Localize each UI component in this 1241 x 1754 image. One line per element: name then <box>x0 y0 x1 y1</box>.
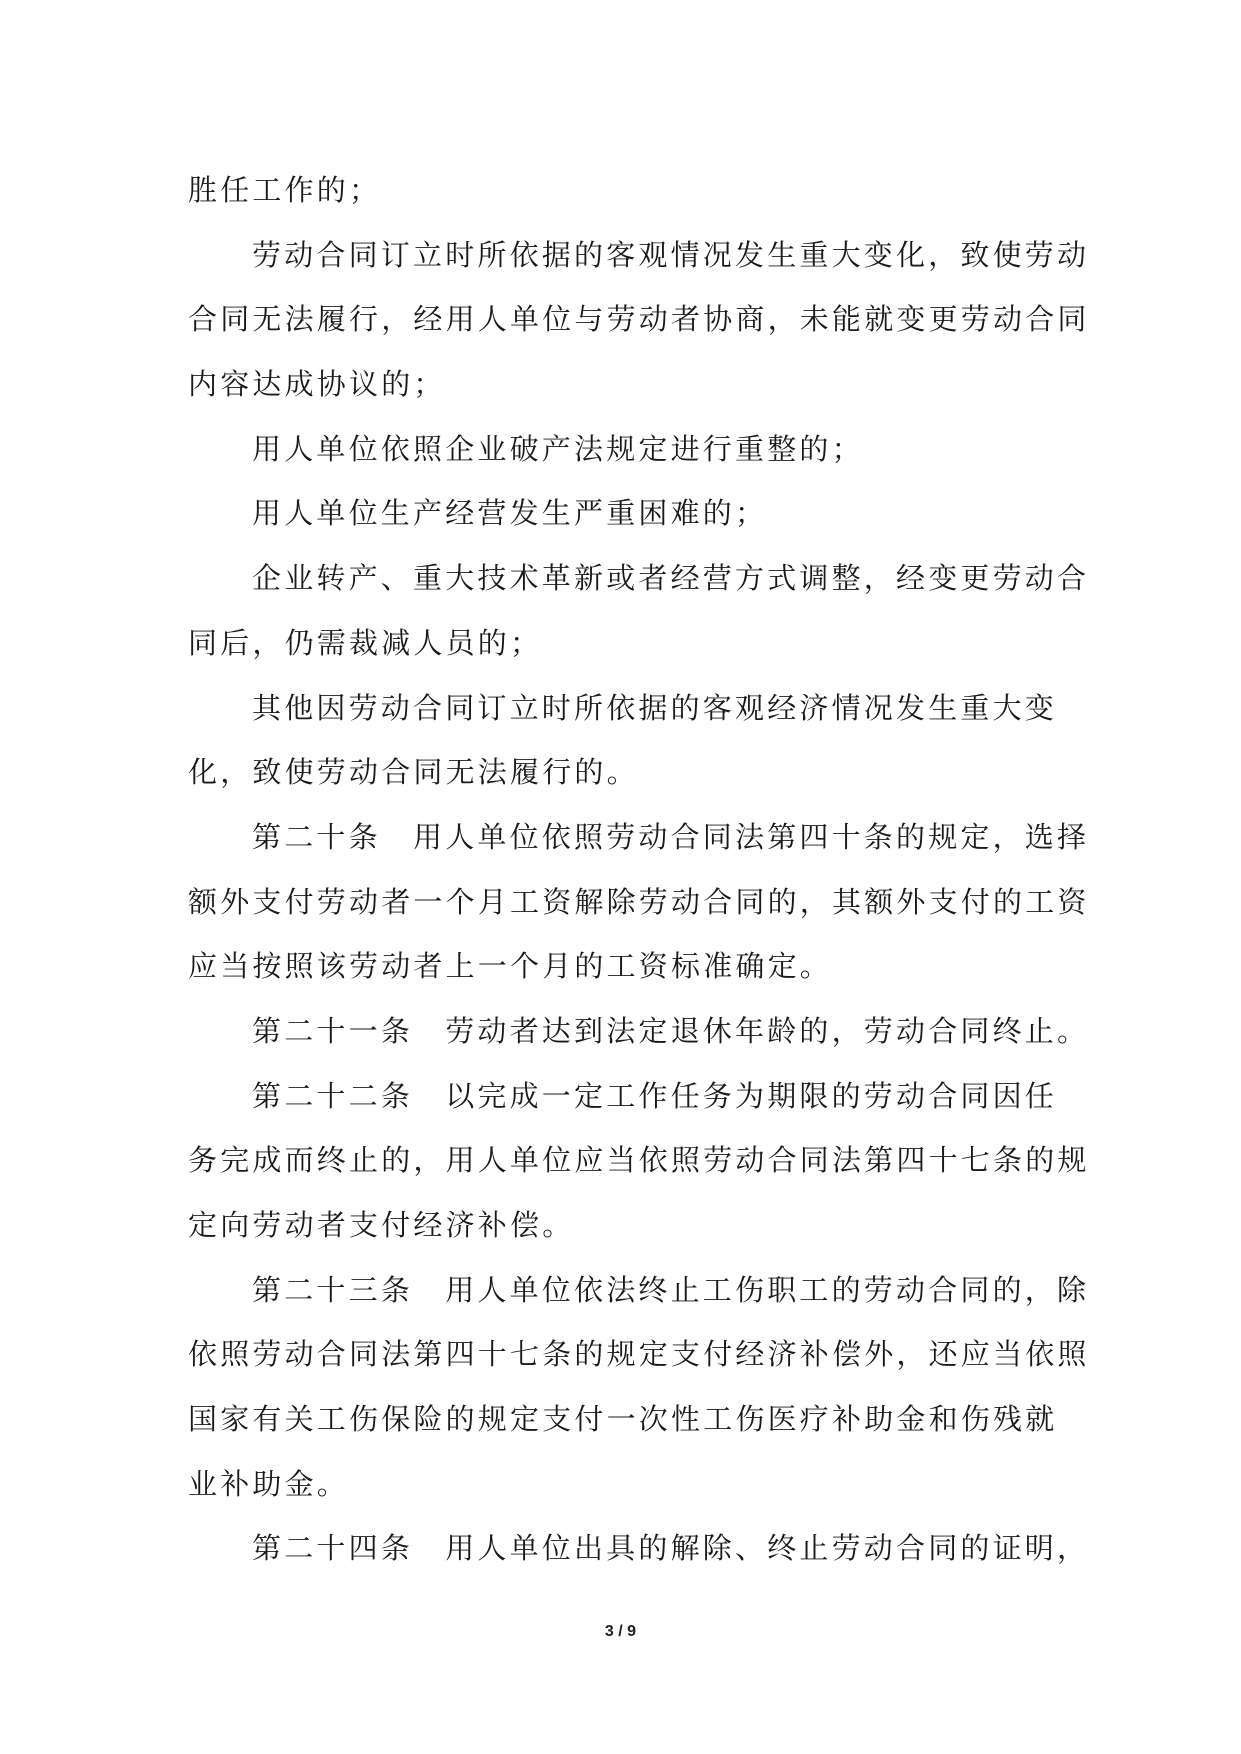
text-line: 额外支付劳动者一个月工资解除劳动合同的，其额外支付的工资 <box>188 884 1090 919</box>
text-line: 内容达成协议的； <box>188 367 446 402</box>
text-line: 第二十一条 劳动者达到法定退休年龄的，劳动合同终止。 <box>252 1013 1090 1048</box>
text-line: 第二十四条 用人单位出具的解除、终止劳动合同的证明， <box>252 1531 1090 1566</box>
text-line: 胜任工作的； <box>188 173 382 207</box>
text-line: 同后，仍需裁减人员的； <box>188 625 543 660</box>
text-line: 劳动合同订立时所依据的客观情况发生重大变化，致使劳动 <box>252 237 1090 272</box>
text-line: 合同无法履行，经用人单位与劳动者协商，未能就变更劳动合同 <box>188 302 1090 337</box>
text-line: 应当按照该劳动者上一个月的工资标准确定。 <box>188 949 833 984</box>
text-line: 依照劳动合同法第四十七条的规定支付经济补偿外，还应当依照 <box>188 1337 1090 1372</box>
text-line: 业补助金。 <box>188 1466 350 1501</box>
text-line: 定向劳动者支付经济补偿。 <box>188 1208 575 1242</box>
document-body <box>188 158 1090 1581</box>
text-line: 第二十三条 用人单位依法终止工伤职工的劳动合同的，除 <box>252 1272 1090 1307</box>
text-line: 企业转产、重大技术革新或者经营方式调整，经变更劳动合 <box>252 561 1090 596</box>
text-line: 第二十条 用人单位依照劳动合同法第四十条的规定，选择 <box>252 819 1090 854</box>
text-line: 务完成而终止的，用人单位应当依照劳动合同法第四十七条的规 <box>188 1143 1090 1178</box>
page-number: 3 / 9 <box>604 1623 637 1640</box>
text-line: 用人单位生产经营发生严重困难的； <box>252 496 768 531</box>
text-line: 其他因劳动合同订立时所依据的客观经济情况发生重大变 <box>252 690 1058 725</box>
text-line: 用人单位依照企业破产法规定进行重整的； <box>252 431 864 466</box>
text-line: 第二十二条 以完成一定工作任务为期限的劳动合同因任 <box>252 1078 1058 1113</box>
text-line: 化，致使劳动合同无法履行的。 <box>188 755 639 790</box>
text-line: 国家有关工伤保险的规定支付一次性工伤医疗补助金和伤残就 <box>188 1402 1058 1437</box>
